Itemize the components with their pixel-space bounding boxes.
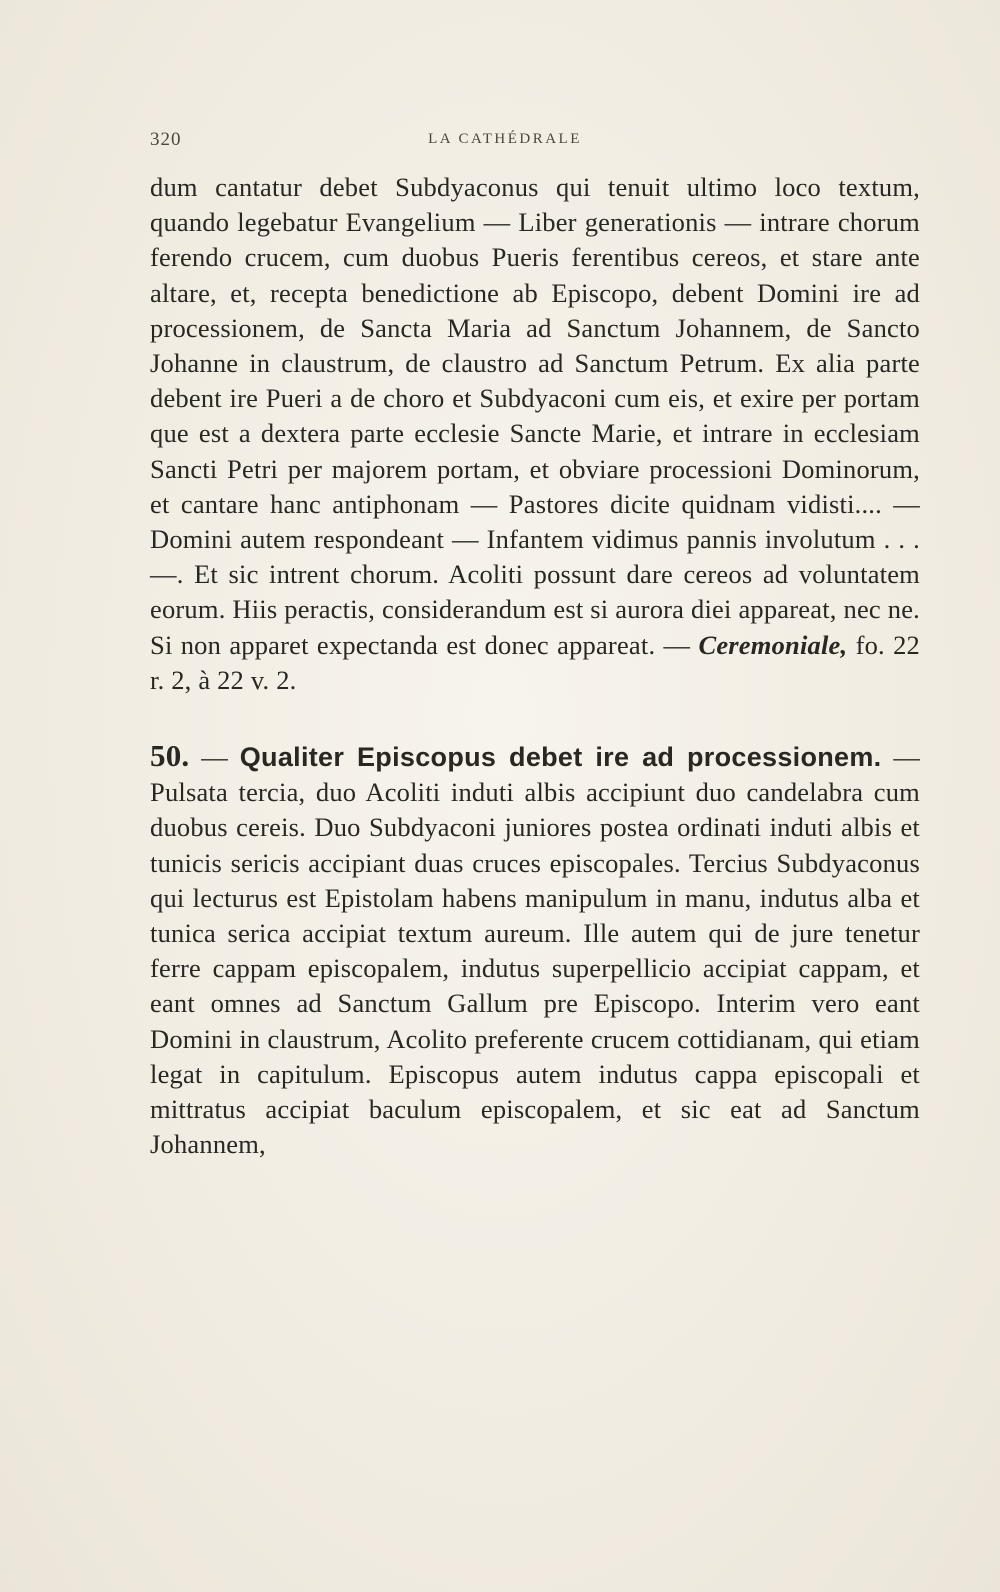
section-number: 50. <box>150 738 190 774</box>
paragraph-ceremony <box>150 170 920 698</box>
section-dash: — <box>201 742 228 773</box>
source-citation: Ceremoniale, <box>698 629 848 660</box>
section-title: Qualiter Episcopus debet ire ad processionem. <box>239 742 882 773</box>
body-text <box>150 170 920 1162</box>
section-50-text: — Pulsata tercia, duo Acoliti induti albis accipiunt duo candelabra cum duobus cereis. Duo Subdyaconi juniores postea ordinati induti albis et tunicis sericis accipiant duas cruces episcopales. Tercius Subdyaconus qui lecturus est Epistolam habens manipulum in manu, indutus alba et tunica serica accipiat textum aureum. Ille autem qui de jure tenetur ferre cappam episcopalem, indutus superpellicio accipiat cappam, et eant omnes ad Sanctum Gallum pre Episcopo. Interim vero eant Domini in claustrum, Acolito preferente crucem cottidianam, qui etiam legat in capitulum. Episcopus autem indutus cappa episcopali et mittratus accipiat baculum episcopalem, et sic eat ad Sanctum Johannem, <box>150 742 921 1160</box>
section-50 <box>150 738 920 1162</box>
running-title: LA CATHÉDRALE <box>428 131 582 147</box>
page-number: 320 <box>150 129 182 150</box>
running-head <box>150 129 920 153</box>
source-reference: fo. 22 r. 2, à 22 v. 2. <box>150 629 920 695</box>
paragraph-ceremony-text: dum cantatur debet Subdyaconus qui tenuit ultimo loco textum, quando legebatur Evangelium — Liber generationis — intrare chorum ferendo crucem, cum duobus Pueris ferentibus cereos, et stare ante altare, et, recepta benedictione ab Episcopo, debent Domini ire ad processionem, de Sancta Maria ad Sanctum Johannem, de Sancto Johanne in claustrum, de claustro ad Sanctum Petrum. Ex alia parte debent ire Pueri a de choro et Subdyaconi cum eis, et exire per portam que est a dextera parte ecclesie Sancte Marie, et intrare in ecclesiam Sancti Petri per majorem portam, et obviare processioni Dominorum, et cantare hanc antiphonam — Pastores dicite quidnam vidisti.... — Domini autem respondeant — Infantem vidimus pannis involutum . . . —. Et sic intrent chorum. Acoliti possunt dare cereos ad voluntatem eorum. Hiis peractis, considerandum est si aurora diei appareat, nec ne. Si non apparet expectanda est donec appareat. — <box>150 172 920 660</box>
